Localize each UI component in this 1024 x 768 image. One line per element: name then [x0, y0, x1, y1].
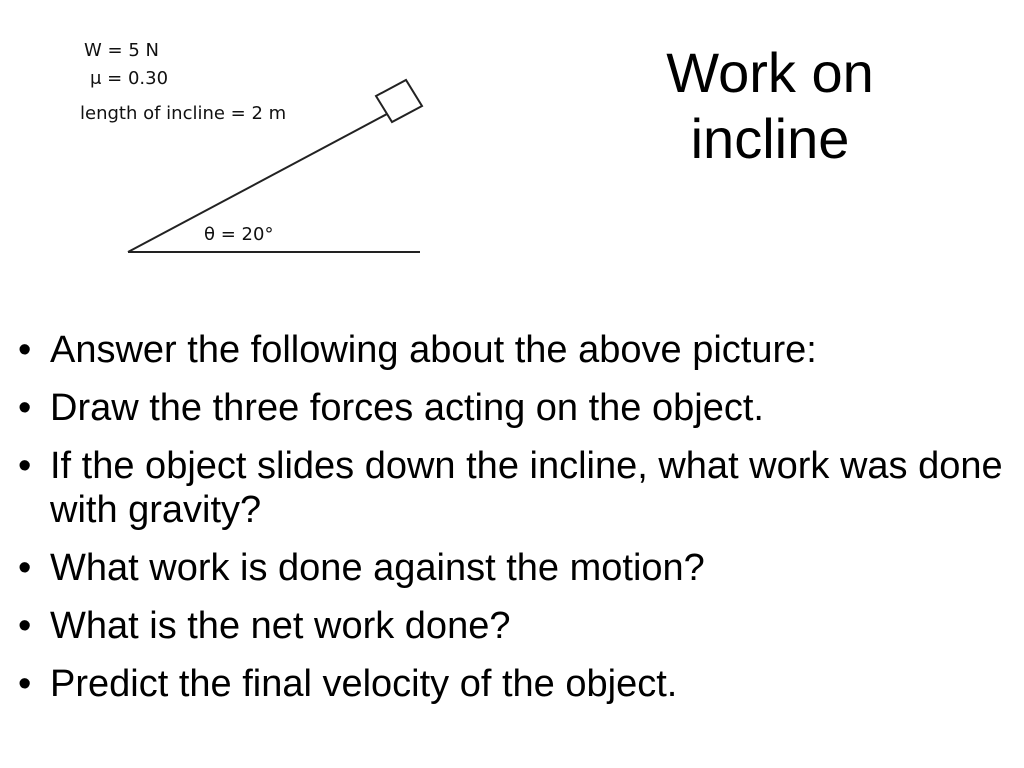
bullet-text: Answer the following about the above picture:	[50, 329, 817, 371]
bullet-text: If the object slides down the incline, what work was done with gravity?	[50, 445, 1003, 531]
incline-diagram-svg	[60, 28, 460, 278]
slide-title	[600, 40, 940, 172]
bullet-dot: •	[18, 445, 32, 487]
bullet-item	[18, 328, 1008, 372]
bullet-dot: •	[18, 663, 32, 705]
weight-label: W = 5 N	[84, 40, 159, 61]
bullet-item	[18, 546, 1008, 590]
bullet-dot: •	[18, 329, 32, 371]
bullet-text: What is the net work done?	[50, 605, 511, 647]
bullet-item	[18, 662, 1008, 706]
bullet-text: Draw the three forces acting on the object.	[50, 387, 764, 429]
title-line-1: Work on	[666, 41, 874, 104]
bullet-text: Predict the final velocity of the object.	[50, 663, 678, 705]
bullet-list	[18, 328, 1008, 720]
bullet-item	[18, 386, 1008, 430]
bullet-dot: •	[18, 605, 32, 647]
bullet-item	[18, 604, 1008, 648]
bullet-dot: •	[18, 547, 32, 589]
bullet-dot: •	[18, 387, 32, 429]
incline-length-label: length of incline = 2 m	[80, 103, 287, 124]
friction-coefficient-label: μ = 0.30	[90, 68, 169, 89]
bullet-item	[18, 444, 1008, 532]
angle-label: θ = 20°	[204, 224, 274, 245]
title-line-2: incline	[690, 107, 850, 170]
incline-diagram	[60, 28, 460, 278]
bullet-text: What work is done against the motion?	[50, 547, 705, 589]
